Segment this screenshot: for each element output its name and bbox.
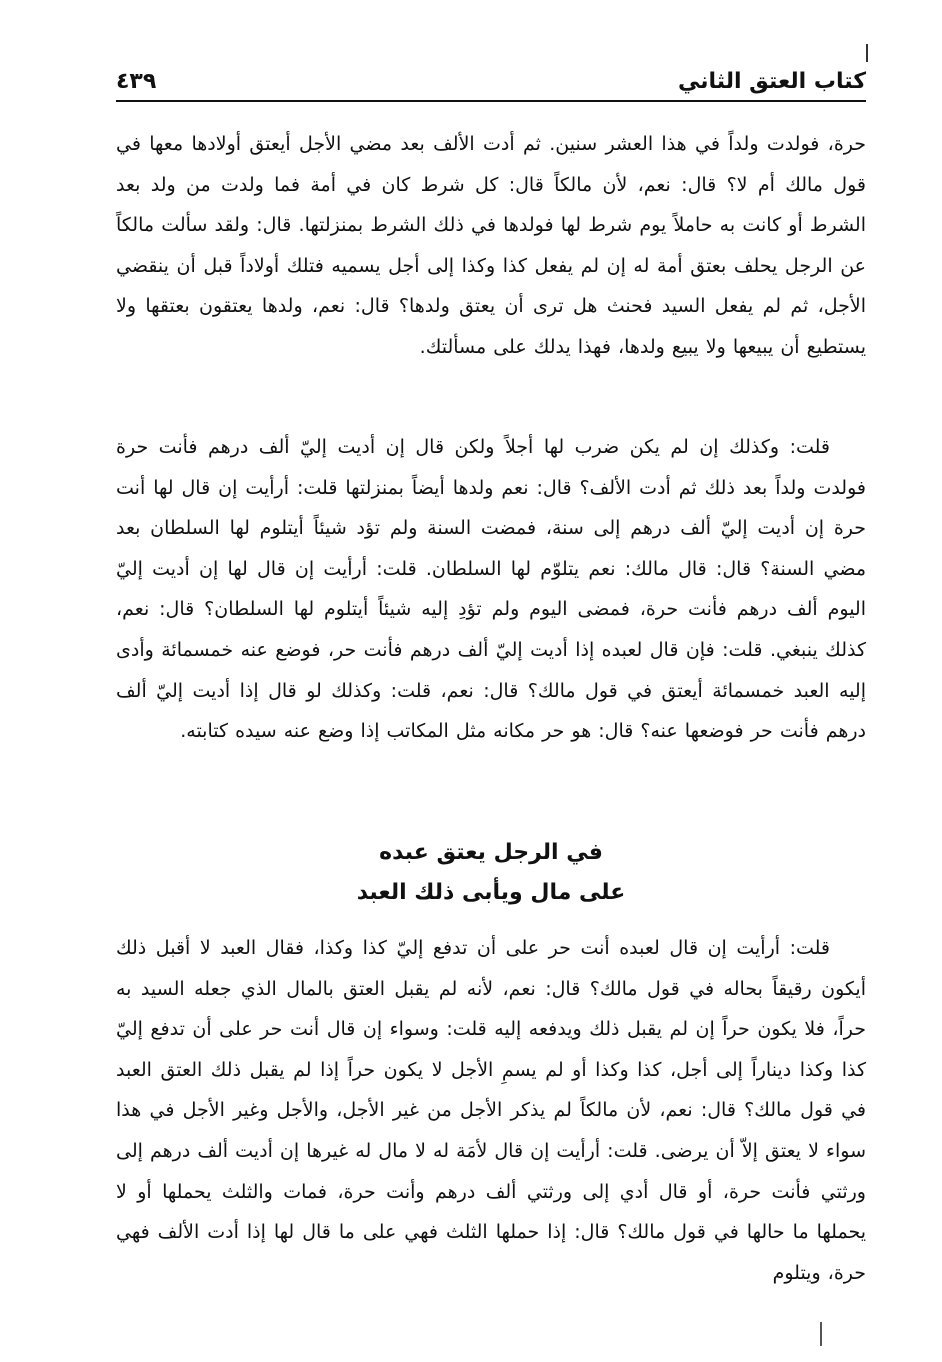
running-title: كتاب العتق الثاني: [677, 69, 866, 94]
section-heading-line-2: على مال ويأبى ذلك العبد: [356, 880, 626, 905]
scan-mark: [866, 44, 868, 62]
body-paragraph-1: حرة، فولدت ولداً في هذا العشر سنين. ثم أدت الألف بعد مضي الأجل أيعتق أولادها معها في قول مالك أم لا؟ قال: نعم، لأن مالكاً قال: كل شرط كان في أمة فما ولدت من ولد بعد الشرط أو كانت به حاملاً يوم شرط لها فولدها في ذلك الشرط بمنزلتها. قال: ولقد سألت مالكاً عن الرجل يحلف بعتق أمة له إن لم يفعل كذا وكذا إلى أجل يسميه فتلك أولاداً قبل أن ينقضي الأجل، ثم لم يفعل السيد فحنث هل ترى أن يعتق ولدها؟ قال: نعم، ولدها يعتقون بعتقها ولا يستطيع أن يبيعها ولا يبيع ولدها، فهذا يدلك على مسألتك.: [116, 133, 866, 358]
section-heading-line-1: في الرجل يعتق عبده: [379, 840, 603, 865]
page-number: ٤٣٩: [116, 69, 157, 94]
scan-mark: [820, 1322, 822, 1346]
body-paragraph-3: قلت: أرأيت إن قال لعبده أنت حر على أن تدفع إليّ كذا وكذا، فقال العبد لا أقبل ذلك أيكون رقيقاً بحاله في قول مالك؟ قال: نعم، لأنه لم يقبل العتق بالمال الذي جعله السيد به حراً، فلا يكون حراً إن لم يقبل ذلك ويدفعه إليه قلت: وسواء إن قال أنت حر على أن تدفع إليّ كذا وكذا ديناراً إلى أجل، كذا وكذا أو لم يسمِ الأجل لا يكون حراً إذا لم يقبل ذلك العتق العبد في قول مالك؟ قال: نعم، لأن مالكاً لم يذكر الأجل من غير الأجل، والأجل وغير الأجل في هذا سواء لا يعتق إلاّ أن يرضى. قلت: أرأيت إن قال لأمَة له لا مال له غيرها إن أديت ألف درهم إلى ورثتي فأنت حرة، أو قال أدي إلى ورثتي ألف درهم وأنت حرة، فمات والثلث يحملها أو لا يحملها ما حالها في قول مالك؟ قال: إذا حملها الثلث فهي على ما قال لها إذا أدت الألف فهي حرة، ويتلوم: [116, 937, 866, 1284]
header-rule: [116, 100, 866, 102]
body-paragraph-2: قلت: وكذلك إن لم يكن ضرب لها أجلاً ولكن قال إن أديت إليّ ألف درهم فأنت حرة فولدت ولداً بعد ذلك ثم أدت الألف؟ قال: نعم ولدها أيضاً بمنزلتها قلت: أرأيت إن قال لها أنت حرة إن أديت إليّ ألف درهم إلى سنة، فمضت السنة ولم تؤد شيئاً أيتلوم لها السلطان بعد مضي السنة؟ قال: قال مالك: نعم يتلوّم لها السلطان. قلت: أرأيت إن قال لها إن أديت إليّ اليوم ألف درهم فأنت حرة، فمضى اليوم ولم تؤدِ إليه شيئاً أيتلوم لها السلطان؟ قال: نعم، كذلك ينبغي. قلت: فإن قال لعبده إذا أديت إليّ ألف درهم فأنت حر، فوضع عنه خمسمائة وأدى إليه العبد خمسمائة أيعتق في قول مالك؟ قال: نعم، قلت: وكذلك لو قال إذا أديت إليّ ألف درهم فأنت حر فوضعها عنه؟ قال: هو حر مكانه مثل المكاتب إذا وضع عنه سيده كتابته.: [116, 436, 866, 743]
page-header: [116, 66, 866, 100]
